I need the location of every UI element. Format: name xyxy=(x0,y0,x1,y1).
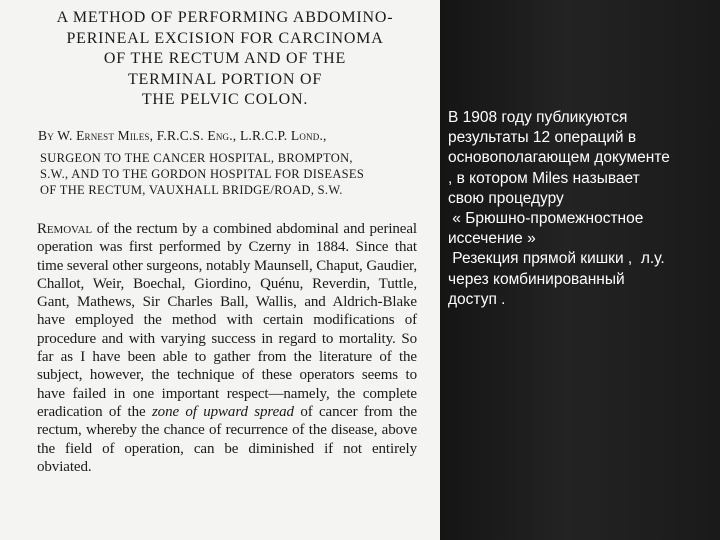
affiliation-line: S.W., AND TO THE GORDON HOSPITAL FOR DISEASES xyxy=(40,167,365,181)
affiliation-line: SURGEON TO THE CANCER HOSPITAL, BROMPTON, xyxy=(40,151,353,165)
title-line: A METHOD OF PERFORMING ABDOMINO- xyxy=(56,9,394,26)
body-text: of the rectum by a combined abdominal and perineal operation was first performed by Czerny in 1884. Since that time several other surgeons, notably Maunsell, Chaput, Gaudier, Challot, Weir, Boechal, Giordino, Quénu, Reverdin, Tuttle, Gant, Mathews, Sir Charles Ball, Wallis, and Aldrich-Blake have employed the method with certain modifications of procedure and with varying success in regard to mortality. So far as I have been able to gather from the literature of the subject, however, the technique of these operators seems to have failed in one important respect—namely, the complete eradication of the xyxy=(37,221,417,420)
note-line: свою процедуру xyxy=(448,189,564,207)
note-line: Резекция прямой кишки , л.у. xyxy=(448,250,665,268)
author-affiliation xyxy=(40,150,436,198)
title-line: THE PELVIC COLON. xyxy=(141,91,309,108)
author-byline: By W. Ernest Miles, F.R.C.S. Eng., L.R.C.P. Lond., xyxy=(38,128,327,143)
note-line: доступ . xyxy=(448,290,506,308)
note-line: через комбинированный xyxy=(448,270,625,288)
note-line: « Брюшно-промежностное xyxy=(448,210,644,228)
body-paragraph xyxy=(37,220,417,476)
note-line: результаты 12 операций в xyxy=(448,129,637,147)
body-lead-word: Removal xyxy=(37,221,92,237)
russian-notes xyxy=(448,108,712,310)
note-line: В 1908 году публикуются xyxy=(448,109,628,126)
note-line: , в котором Miles называет xyxy=(448,169,640,187)
note-line: иссечение » xyxy=(448,230,536,248)
affiliation-line: OF THE RECTUM, VAUXHALL BRIDGE/ROAD, S.W. xyxy=(40,183,343,197)
article-body xyxy=(37,220,417,476)
body-text-tail: of cancer from the rectum, whereby the chance of recurrence of the disease, above the field of operation, can be diminished if not entirely obviated. xyxy=(37,403,417,475)
title-line: OF THE RECTUM AND OF THE xyxy=(103,50,347,67)
body-italic-phrase: zone of upward spread xyxy=(151,403,294,420)
article-title xyxy=(20,8,430,111)
title-line: TERMINAL PORTION OF xyxy=(127,70,323,88)
title-line: PERINEAL EXCISION FOR CARCINOMA xyxy=(66,29,384,47)
note-line: основополагающем документе xyxy=(448,149,670,167)
